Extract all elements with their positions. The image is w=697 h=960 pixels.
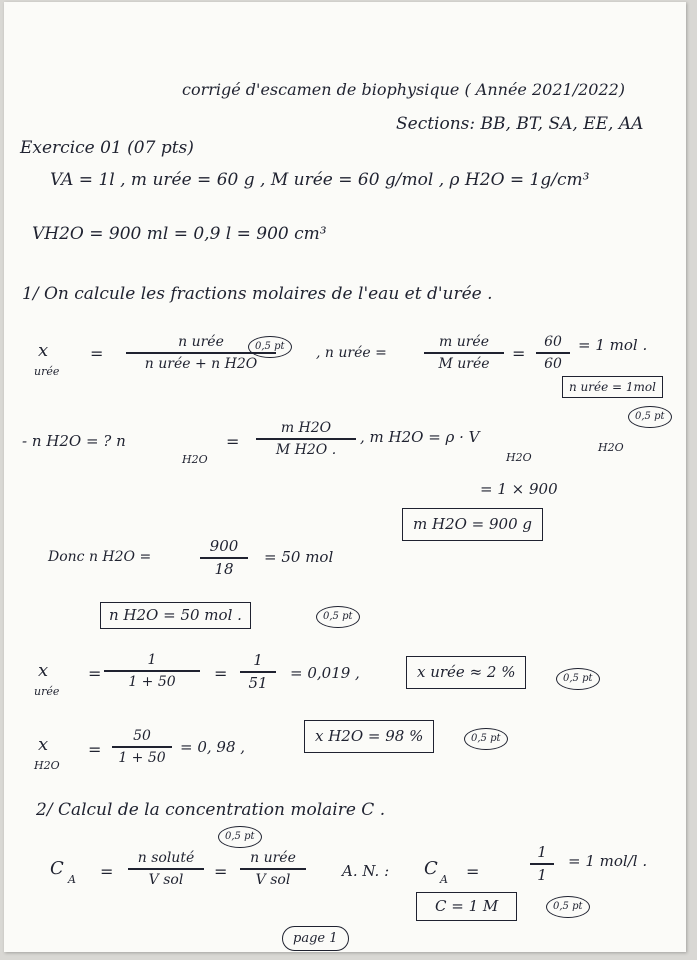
n-uree-boxed-result: n urée = 1mol xyxy=(562,376,663,398)
fraction-numerator: n soluté xyxy=(137,850,195,866)
fraction-numerator: m urée xyxy=(438,334,489,350)
fraction-denominator: 1 + 50 xyxy=(128,673,176,690)
points-badge: 0,5 pt xyxy=(248,336,292,358)
given-data-line2: VH2O = 900 ml = 0,9 l = 900 cm³ xyxy=(32,224,327,244)
equals-sign: = xyxy=(512,344,526,363)
equals-sign: = xyxy=(88,664,102,683)
n-uree-fraction xyxy=(424,334,504,372)
n-uree-label: , n urée = xyxy=(316,345,387,361)
fraction-denominator: 1 + 50 xyxy=(118,749,166,766)
fraction-denominator: 51 xyxy=(248,673,268,692)
an-result: = 1 mol/l . xyxy=(568,852,648,870)
page-number: page 1 xyxy=(282,926,349,951)
x-h2o-subscript: H2O xyxy=(34,759,60,772)
n-h2o-fraction xyxy=(256,420,356,458)
fraction-denominator: V sol xyxy=(148,871,184,888)
ca-subscript: A xyxy=(68,873,76,886)
points-badge: 0,5 pt xyxy=(556,668,600,690)
fraction-numerator: m H2O xyxy=(280,420,332,436)
points-badge: 0,5 pt xyxy=(464,728,508,750)
x-uree-symbol: x xyxy=(38,340,49,361)
fraction-denominator: M H2O . xyxy=(275,441,337,458)
fraction-denominator: 60 xyxy=(544,355,562,372)
equals-sign: = xyxy=(88,740,102,759)
points-badge: 0,5 pt xyxy=(546,896,590,918)
equals-sign: = xyxy=(226,432,240,451)
x-h2o-symbol: x xyxy=(38,734,49,755)
fraction-denominator: M urée xyxy=(438,355,490,372)
fraction-numerator: 900 xyxy=(209,537,239,555)
document-title: corrigé d'escamen de biophysique ( Année 2021/2022) xyxy=(182,80,626,99)
n-h2o-question: - n H2O = ? n xyxy=(22,432,126,450)
ca-uree-fraction xyxy=(240,850,306,888)
m-h2o-boxed-result: m H2O = 900 g xyxy=(402,508,543,541)
x-uree-subscript: urée xyxy=(34,685,60,698)
given-data-line1: VA = 1l , m urée = 60 g , M urée = 60 g/mol , ρ H2O = 1g/cm³ xyxy=(50,170,590,190)
an-fraction xyxy=(530,844,554,884)
x-uree-symbol: x xyxy=(38,660,49,681)
points-badge: 0,5 pt xyxy=(316,606,360,628)
v-h2o-subscript: H2O xyxy=(598,441,624,454)
question-2-heading: 2/ Calcul de la concentration molaire C . xyxy=(36,800,386,820)
ca-fraction xyxy=(128,850,204,888)
fraction-denominator: 1 xyxy=(537,865,547,884)
equals-sign: = xyxy=(214,862,228,881)
fraction-denominator: n urée + n H2O xyxy=(144,355,258,372)
x-uree-value: = 0,019 , xyxy=(290,664,360,682)
an-label: A. N. : xyxy=(342,862,390,880)
x-uree-numeric-fraction xyxy=(104,652,200,690)
m-h2o-formula: , m H2O = ρ · V xyxy=(360,428,480,446)
fraction-numerator: 1 xyxy=(147,652,157,668)
equals-sign: = xyxy=(100,862,114,881)
donc-result: = 50 mol xyxy=(264,548,334,566)
fraction-denominator: V sol xyxy=(255,871,291,888)
fraction-numerator: 1 xyxy=(537,843,547,861)
equals-sign: = xyxy=(466,862,480,881)
x-h2o-value: = 0, 98 , xyxy=(180,738,246,756)
x-h2o-boxed-result: x H2O = 98 % xyxy=(304,720,434,753)
points-badge: 0,5 pt xyxy=(218,826,262,848)
question-1-heading: 1/ On calcule les fractions molaires de l'eau et d'urée . xyxy=(22,284,493,304)
c-boxed-result: C = 1 M xyxy=(416,892,517,921)
equals-sign: = xyxy=(214,664,228,683)
n-h2o-subscript: H2O xyxy=(182,453,208,466)
x-uree-boxed-result: x urée ≈ 2 % xyxy=(406,656,526,689)
exam-page xyxy=(4,2,686,952)
n-h2o-boxed-result: n H2O = 50 mol . xyxy=(100,602,251,629)
points-badge: 0,5 pt xyxy=(628,406,672,428)
m-h2o-calculation: = 1 × 900 xyxy=(480,480,558,498)
equals-sign: = xyxy=(90,344,104,363)
rho-h2o-subscript: H2O xyxy=(506,451,532,464)
n-uree-result: = 1 mol . xyxy=(578,336,648,354)
ca-symbol: C xyxy=(50,858,64,879)
x-h2o-fraction xyxy=(112,728,172,766)
n-uree-numeric-fraction xyxy=(536,334,570,372)
fraction-numerator: 60 xyxy=(544,334,562,350)
sections-line: Sections: BB, BT, SA, EE, AA xyxy=(396,114,644,134)
x-uree-subscript: urée xyxy=(34,365,60,378)
an-ca-subscript: A xyxy=(440,873,448,886)
fraction-denominator: 18 xyxy=(214,559,234,578)
exercise-title: Exercice 01 (07 pts) xyxy=(20,138,194,158)
an-ca-symbol: C xyxy=(424,858,438,879)
fraction-numerator: 50 xyxy=(133,728,151,744)
x-uree-simplified-fraction xyxy=(240,652,276,692)
fraction-numerator: n urée xyxy=(178,334,224,350)
fraction-numerator: 1 xyxy=(253,651,263,669)
donc-label: Donc n H2O = xyxy=(48,549,152,565)
fraction-numerator: n urée xyxy=(250,850,296,866)
donc-fraction xyxy=(200,538,248,578)
